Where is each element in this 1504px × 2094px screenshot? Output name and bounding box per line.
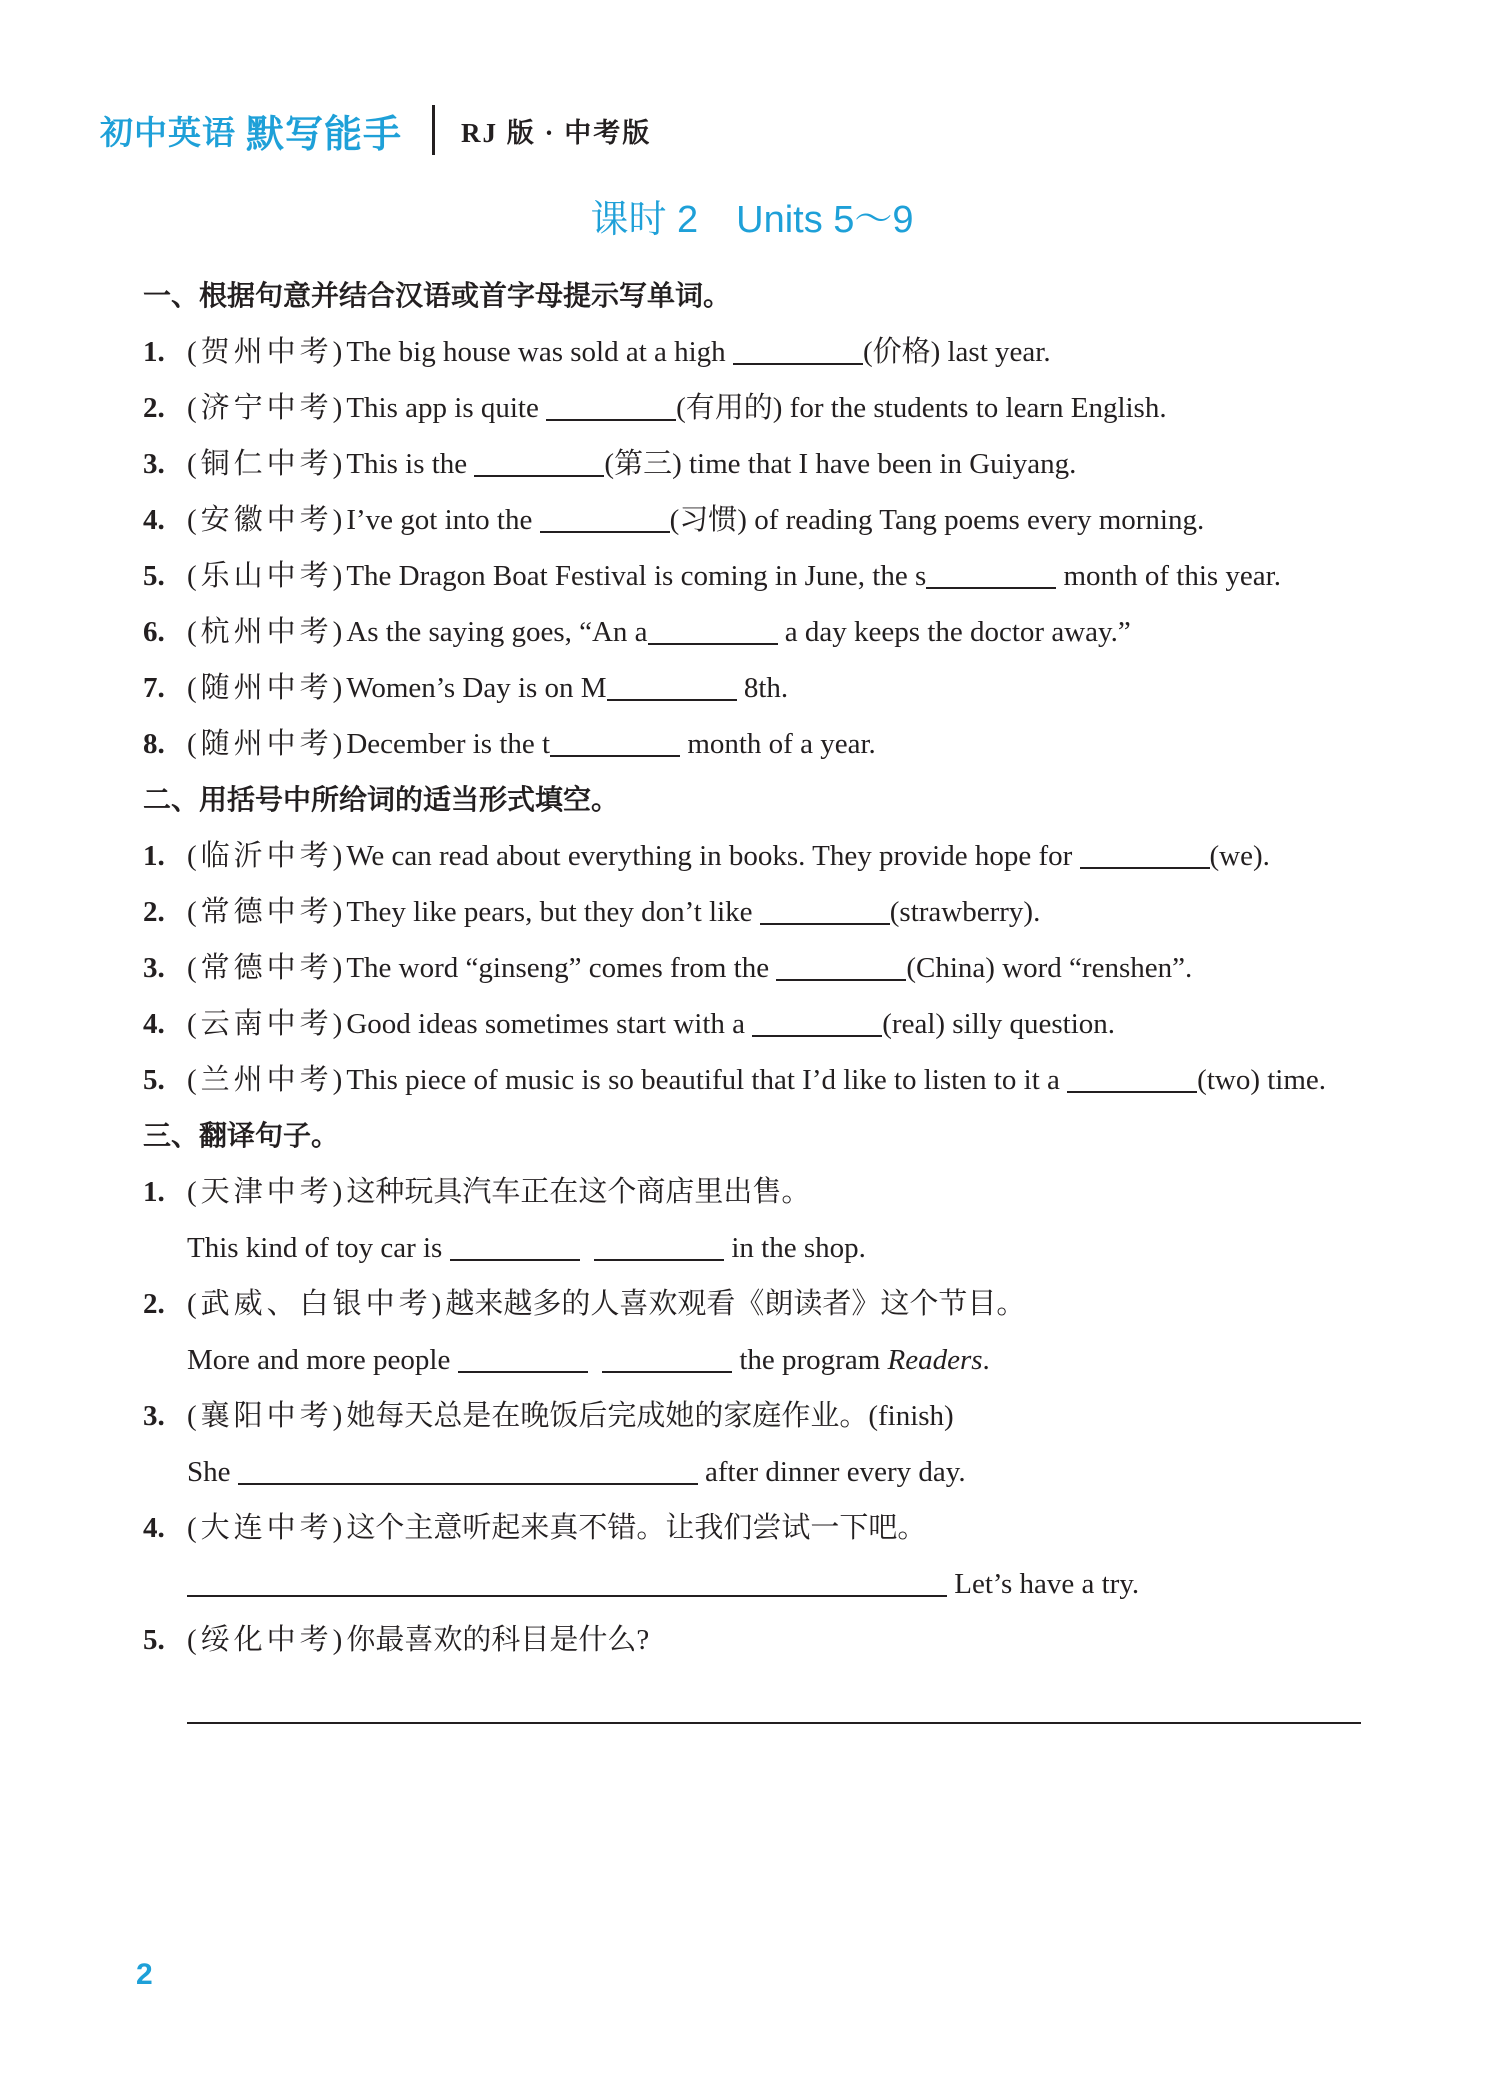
question-text: (two) time. (1197, 1064, 1327, 1096)
question-text: I’ve got into the (346, 504, 540, 536)
question-source: (大连中考) (187, 1512, 347, 1544)
question-number: 3. (143, 448, 165, 480)
question-text: As the saying goes, “An a (346, 616, 648, 648)
question-item (143, 548, 1361, 604)
question-text: This kind of toy car is (187, 1232, 450, 1264)
question-source: (随州中考) (187, 672, 347, 704)
series-name: 初中英语 (100, 113, 236, 151)
question-text: (real) silly question. (882, 1008, 1116, 1040)
question-text: (有用的) for the students to learn English. (676, 392, 1167, 424)
answer-blank[interactable] (752, 1003, 882, 1037)
question-text: We can read about everything in books. They provide hope for (346, 840, 1080, 872)
question-item (143, 884, 1361, 940)
question-source: (济宁中考) (187, 392, 347, 424)
chinese-sentence: 她每天总是在晚饭后完成她的家庭作业。(finish) (346, 1400, 954, 1432)
question-source: (临沂中考) (187, 840, 347, 872)
question-number: 3. (143, 952, 165, 984)
question-number: 1. (143, 336, 165, 368)
question-item (143, 1276, 1361, 1332)
edition-label: RJ 版 · 中考版 (461, 117, 652, 148)
question-item (143, 1164, 1361, 1220)
answer-blank[interactable] (474, 443, 604, 477)
question-item (143, 940, 1361, 996)
answer-blank[interactable] (458, 1339, 588, 1373)
question-text: month of a year. (680, 728, 876, 760)
question-item (143, 1052, 1361, 1108)
question-source: (安徽中考) (187, 504, 347, 536)
answer-blank[interactable] (760, 891, 890, 925)
answer-blank[interactable] (733, 331, 863, 365)
question-text: in the shop. (724, 1232, 866, 1264)
question-source: (随州中考) (187, 728, 347, 760)
chinese-sentence: 这个主意听起来真不错。让我们尝试一下吧。 (346, 1512, 927, 1544)
chinese-sentence: 越来越多的人喜欢观看《朗读者》这个节目。 (445, 1288, 1026, 1320)
question-number: 6. (143, 616, 165, 648)
question-number: 1. (143, 840, 165, 872)
question-number: 4. (143, 1008, 165, 1040)
question-text: . (982, 1344, 990, 1376)
question-source: (乐山中考) (187, 560, 347, 592)
translation-line (143, 1444, 1361, 1500)
question-number: 5. (143, 1064, 165, 1096)
question-text: Women’s Day is on M (346, 672, 607, 704)
answer-blank[interactable] (450, 1227, 580, 1261)
question-text: December is the t (346, 728, 551, 760)
question-source: (贺州中考) (187, 336, 347, 368)
question-number: 1. (143, 1176, 165, 1208)
question-text: They like pears, but they don’t like (346, 896, 760, 928)
worksheet-body (143, 268, 1361, 1724)
header-divider (432, 105, 435, 155)
question-text: a day keeps the doctor away.” (777, 616, 1131, 648)
question-item (143, 1500, 1361, 1556)
question-item (143, 492, 1361, 548)
question-number: 3. (143, 1400, 165, 1432)
section-1-heading: 一、根据句意并结合汉语或首字母提示写单词。 (143, 280, 732, 311)
question-item (143, 436, 1361, 492)
chinese-sentence: 你最喜欢的科目是什么? (346, 1624, 650, 1656)
answer-blank[interactable] (926, 555, 1056, 589)
question-item (143, 324, 1361, 380)
question-number: 5. (143, 560, 165, 592)
question-item (143, 660, 1361, 716)
question-source: (襄阳中考) (187, 1400, 347, 1432)
question-number: 8. (143, 728, 165, 760)
program-title: Readers (887, 1344, 983, 1376)
answer-line[interactable] (187, 1680, 1361, 1724)
question-text: The Dragon Boat Festival is coming in June, the s (346, 560, 927, 592)
translation-line (143, 1332, 1361, 1388)
question-item (143, 1388, 1361, 1444)
question-text: The word “ginseng” comes from the (346, 952, 777, 984)
question-source: (常德中考) (187, 952, 347, 984)
question-source: (云南中考) (187, 1008, 347, 1040)
answer-blank[interactable] (546, 387, 676, 421)
question-text: The big house was sold at a high (346, 336, 733, 368)
answer-blank[interactable] (594, 1227, 724, 1261)
question-item (143, 996, 1361, 1052)
answer-blank[interactable] (1080, 835, 1210, 869)
question-text: Good ideas sometimes start with a (346, 1008, 753, 1040)
question-text: month of this year. (1056, 560, 1281, 592)
section-2-heading: 二、用括号中所给词的适当形式填空。 (143, 784, 620, 815)
question-source: (杭州中考) (187, 616, 347, 648)
translation-line (143, 1556, 1361, 1612)
question-text: 8th. (736, 672, 789, 704)
question-text: (第三) time that I have been in Guiyang. (604, 448, 1077, 480)
question-number: 2. (143, 896, 165, 928)
page-title: 课时 2 Units 5～9 (590, 199, 914, 241)
answer-blank[interactable] (602, 1339, 732, 1373)
question-text: This app is quite (346, 392, 547, 424)
question-text: This piece of music is so beautiful that I’d like to listen to it a (346, 1064, 1068, 1096)
answer-blank[interactable] (1067, 1059, 1197, 1093)
question-text: (价格) last year. (862, 336, 1051, 368)
translation-line (143, 1220, 1361, 1276)
answer-blank[interactable] (648, 611, 778, 645)
question-item (143, 604, 1361, 660)
question-number: 2. (143, 1288, 165, 1320)
question-text: (China) word “renshen”. (906, 952, 1193, 984)
question-text: the program (732, 1344, 888, 1376)
question-number: 7. (143, 672, 165, 704)
question-text: This is the (346, 448, 475, 480)
question-source: (武威、白银中考) (187, 1288, 446, 1320)
question-text: Let’s have a try. (947, 1568, 1140, 1600)
question-text: after dinner every day. (697, 1456, 966, 1488)
question-source: (常德中考) (187, 896, 347, 928)
question-text: More and more people (187, 1344, 458, 1376)
question-text: (习惯) of reading Tang poems every morning. (669, 504, 1205, 536)
page-number: 2 (136, 1958, 153, 1991)
answer-blank[interactable] (187, 1563, 947, 1597)
question-source: (天津中考) (187, 1176, 347, 1208)
question-text: (we). (1209, 840, 1270, 872)
chinese-sentence: 这种玩具汽车正在这个商店里出售。 (346, 1176, 811, 1208)
answer-blank[interactable] (607, 667, 737, 701)
answer-blank[interactable] (550, 723, 680, 757)
question-number: 4. (143, 1512, 165, 1544)
question-number: 5. (143, 1624, 165, 1656)
question-text: (strawberry). (889, 896, 1041, 928)
book-name: 默写能手 (246, 113, 403, 156)
question-source: (兰州中考) (187, 1064, 347, 1096)
answer-blank[interactable] (238, 1451, 698, 1485)
question-number: 2. (143, 392, 165, 424)
page-header (100, 100, 651, 160)
question-source: (绥化中考) (187, 1624, 347, 1656)
question-item (143, 716, 1361, 772)
answer-blank[interactable] (540, 499, 670, 533)
question-item (143, 1612, 1361, 1668)
section-3-heading: 三、翻译句子。 (143, 1120, 340, 1151)
question-text: She (187, 1456, 238, 1488)
answer-blank[interactable] (776, 947, 906, 981)
question-source: (铜仁中考) (187, 448, 347, 480)
question-item (143, 380, 1361, 436)
question-number: 4. (143, 504, 165, 536)
question-item (143, 828, 1361, 884)
